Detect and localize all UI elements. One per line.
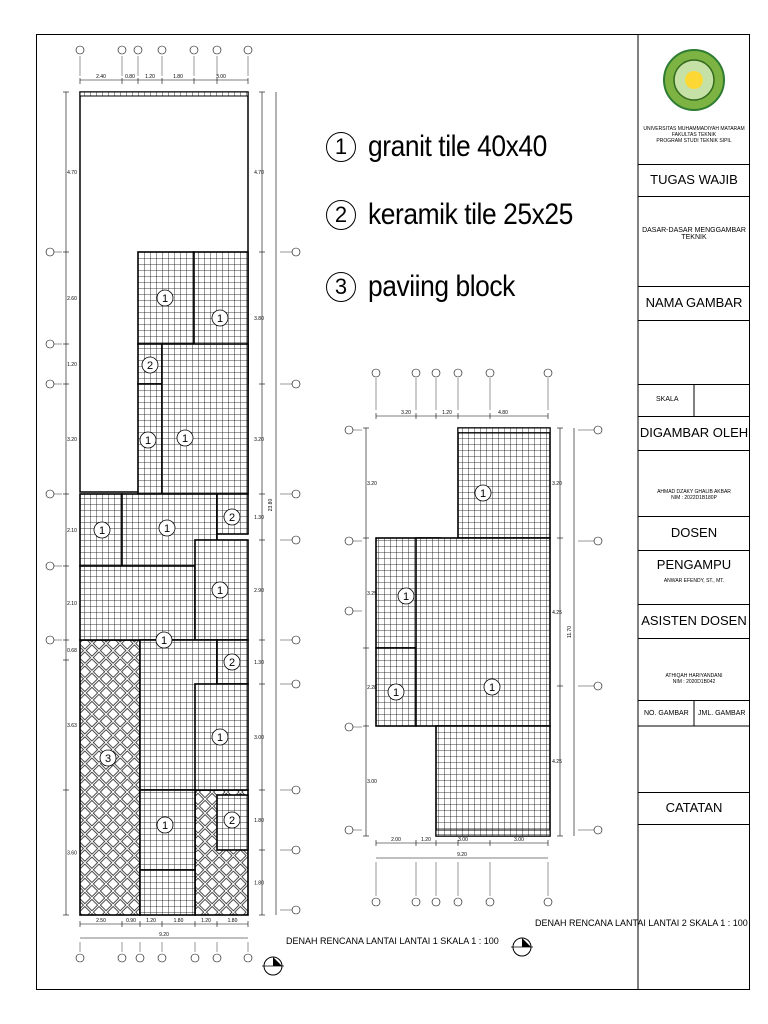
- material-tag-number: 1: [163, 523, 171, 535]
- dimension-label: 0.80: [125, 74, 135, 80]
- material-tag-number: 1: [216, 732, 224, 744]
- dimension-label: 3.80: [254, 316, 264, 322]
- dimension-label: 1.20: [421, 837, 431, 843]
- dimension-label: 1.30: [254, 515, 264, 521]
- grid-bubble: [292, 786, 300, 794]
- dimension-label: 3.00: [458, 837, 468, 843]
- grid-bubble: [292, 380, 300, 388]
- grid-bubble: [345, 723, 353, 731]
- grid-bubble: [292, 636, 300, 644]
- assistant-label: ASISTEN DOSEN: [638, 604, 750, 638]
- grid-bubble: [213, 46, 221, 54]
- notes-field: [638, 824, 750, 825]
- dimension-label: 2.50: [96, 918, 106, 924]
- grid-bubble: [432, 898, 440, 906]
- dimension-label: 3.60: [67, 850, 77, 857]
- dimension-label: 3.00: [216, 74, 226, 80]
- dimension-label: 3.63: [67, 723, 77, 729]
- dimension-label: 11.70: [567, 625, 573, 639]
- grid-bubble: [292, 536, 300, 544]
- material-tag-number: 1: [144, 435, 152, 447]
- material-tag-number: 3: [104, 753, 112, 765]
- grid-bubble: [292, 906, 300, 914]
- dimension-label: 9.20: [457, 852, 467, 858]
- grid-bubble: [118, 954, 126, 962]
- grid-bubble: [345, 537, 353, 545]
- grid-bubble: [158, 954, 166, 962]
- grid-bubble: [244, 954, 252, 962]
- grid-bubble: [213, 954, 221, 962]
- drawing-count-label: JML. GAMBAR: [698, 710, 746, 717]
- grid-bubble: [486, 898, 494, 906]
- grid-bubble: [544, 369, 552, 377]
- grid-bubble: [594, 682, 602, 690]
- lecturer-label: DOSEN PENGAMPU: [638, 516, 750, 550]
- grid-bubble: [158, 46, 166, 54]
- university-name: UNIVERSITAS MUHAMMADIYAH MATARAM: [643, 126, 745, 132]
- dimension-label: 2.60: [67, 296, 77, 302]
- grid-bubble: [76, 46, 84, 54]
- dimension-label: 1.20: [201, 918, 211, 924]
- grid-bubble: [136, 954, 144, 962]
- legend-item-2: [326, 198, 601, 232]
- grid-bubble: [412, 898, 420, 906]
- plan2-caption-line1: DENAH RENCANA LANTAI: [535, 918, 646, 928]
- drawing-name-field: [638, 320, 750, 384]
- dimension-label: 2.10: [67, 601, 77, 607]
- dimension-label: 3.20: [367, 481, 377, 487]
- material-tag-number: 1: [488, 682, 496, 694]
- dimension-label: 1.80: [254, 818, 264, 824]
- lecturer-name: ANWAR EFENDY, ST., MT.: [638, 550, 750, 604]
- material-tag-number: 1: [479, 488, 487, 500]
- program-name: PROGRAM STUDI TEKNIK SIPIL: [656, 138, 732, 144]
- dimension-label: 2.10: [67, 528, 77, 534]
- room: [80, 640, 140, 915]
- dimension-label: 1.30: [254, 660, 264, 666]
- grid-bubble: [594, 826, 602, 834]
- plan2-caption: [535, 918, 748, 929]
- material-tag-number: 1: [216, 313, 224, 325]
- grid-bubble: [46, 380, 54, 388]
- dimension-label: 3.20: [254, 437, 264, 443]
- assignment-type: TUGAS WAJIB: [638, 164, 750, 196]
- grid-bubble: [345, 826, 353, 834]
- plan1-top-wall: [80, 92, 248, 96]
- room: [162, 344, 248, 494]
- faculty-name: FAKULTAS TEKNIK: [671, 132, 717, 138]
- grid-bubble: [594, 426, 602, 434]
- dimension-label: 3.20: [552, 481, 562, 487]
- legend-item-1: [326, 130, 571, 164]
- grid-bubble: [544, 898, 552, 906]
- dimension-label: 3.00: [367, 779, 377, 785]
- legend-number: 2: [326, 200, 356, 230]
- legend-label: paviing block: [368, 270, 515, 303]
- grid-bubble: [454, 369, 462, 377]
- plan2-bottom-wall: [436, 830, 550, 836]
- dimension-label: 3.20: [67, 437, 77, 443]
- drawing-number-row: [638, 700, 750, 792]
- material-tag-number: 2: [146, 360, 154, 372]
- plan-lantai-1: [46, 46, 300, 975]
- plan1-caption-line2: LANTAI 1: [399, 936, 438, 946]
- dimension-label: 2.40: [96, 74, 106, 80]
- university-logo: [664, 50, 724, 110]
- notes-label: CATATAN: [638, 792, 750, 824]
- material-tag-number: 1: [402, 591, 410, 603]
- assistant-info: [638, 638, 750, 700]
- dimension-label: 4.80: [498, 410, 508, 416]
- plan2-scale: SKALA 1 : 100: [689, 918, 748, 928]
- course-name: DASAR-DASAR MENGGAMBAR TEKNIK: [638, 196, 750, 286]
- dimension-label: 2.00: [391, 837, 401, 843]
- dimension-label: 3.00: [254, 735, 264, 741]
- drawing-number-label: NO. GAMBAR: [644, 710, 689, 717]
- grid-bubble: [345, 607, 353, 615]
- dimension-label: 0.90: [126, 918, 136, 924]
- dimension-label: 1.20: [146, 918, 156, 924]
- plan2-caption-line2: LANTAI 2: [648, 918, 687, 928]
- material-tag-number: 1: [216, 585, 224, 597]
- dimension-label: 1.20: [145, 74, 155, 80]
- dimension-label: 1.80: [254, 880, 264, 887]
- grid-bubble: [594, 537, 602, 545]
- dimension-label: 3.25: [367, 591, 377, 597]
- grid-bubble: [191, 954, 199, 962]
- assistant-nim: NIM : 2020D1B042: [672, 679, 716, 685]
- grid-bubble: [454, 898, 462, 906]
- dimension-label: 4.70: [67, 170, 77, 176]
- dimension-label: 1.80: [227, 918, 238, 924]
- grid-bubble: [244, 46, 252, 54]
- title-block-header: [638, 126, 750, 164]
- dimension-label: 4.70: [254, 170, 264, 176]
- material-tag-number: 1: [392, 687, 400, 699]
- dimension-label: 2.28: [367, 685, 377, 691]
- material-tag-number: 2: [228, 512, 236, 524]
- material-tag-number: 1: [181, 433, 189, 445]
- dimension-label: 1.20: [442, 410, 452, 416]
- dimension-label: 1.20: [67, 362, 77, 368]
- plan1-scale: SKALA 1 : 100: [440, 936, 499, 946]
- dimension-label: 3.00: [514, 837, 524, 843]
- legend-number: 1: [326, 132, 356, 162]
- material-tag-number: 2: [228, 815, 236, 827]
- grid-bubble: [46, 562, 54, 570]
- plan1-caption-line1: DENAH RENCANA LANTAI: [286, 936, 397, 946]
- grid-bubble: [46, 248, 54, 256]
- legend-number: 3: [326, 272, 356, 302]
- material-tag-number: 2: [228, 657, 236, 669]
- room: [416, 538, 550, 726]
- room: [458, 428, 550, 538]
- room: [80, 566, 195, 640]
- grid-bubble: [118, 46, 126, 54]
- dimension-label: 23.80: [268, 498, 274, 512]
- grid-bubble: [432, 369, 440, 377]
- dimension-label: 0.68: [67, 648, 77, 654]
- drawing-name-label: NAMA GAMBAR: [638, 286, 750, 320]
- grid-bubble: [46, 636, 54, 644]
- material-tag-number: 1: [160, 635, 168, 647]
- legend-label: keramik tile 25x25: [368, 198, 573, 231]
- grid-bubble: [372, 898, 380, 906]
- drawn-by-label: DIGAMBAR OLEH: [638, 416, 750, 450]
- dimension-label: 3.20: [401, 410, 411, 416]
- drawn-by-nim: NIM : 2022D1B180P: [671, 495, 717, 501]
- room: [140, 870, 195, 915]
- material-tag-number: 1: [98, 525, 106, 537]
- dimension-label: 1.80: [173, 918, 184, 924]
- dimension-label: 4.25: [552, 759, 562, 765]
- material-tag-number: 1: [161, 293, 169, 305]
- plan-lantai-2: [345, 369, 602, 956]
- legend-label: granit tile 40x40: [368, 130, 547, 163]
- dimension-label: 2.90: [254, 588, 264, 594]
- grid-bubble: [412, 369, 420, 377]
- material-tag-number: 1: [161, 820, 169, 832]
- grid-bubble: [372, 369, 380, 377]
- dimension-label: 1.80: [173, 74, 183, 80]
- plan1-caption: [286, 936, 499, 947]
- grid-bubble: [76, 954, 84, 962]
- assistant-name: ATHIQAH HARIYANDANI: [665, 673, 723, 679]
- dimension-label: 4.25: [552, 610, 562, 616]
- grid-bubble: [292, 846, 300, 854]
- grid-bubble: [486, 369, 494, 377]
- grid-bubble: [134, 46, 142, 54]
- room: [436, 726, 550, 836]
- grid-bubble: [345, 426, 353, 434]
- grid-bubble: [292, 490, 300, 498]
- plan2-top-wall: [458, 428, 550, 433]
- dimension-label: 9.20: [159, 932, 169, 938]
- drawn-by-info: [638, 450, 750, 516]
- scale-label: SKALA: [638, 384, 750, 416]
- grid-bubble: [190, 46, 198, 54]
- grid-bubble: [292, 680, 300, 688]
- drawn-by-name: AHMAD DZAKY GHALIB AKBAR: [657, 489, 731, 495]
- grid-bubble: [46, 490, 54, 498]
- legend-item-3: [326, 270, 535, 304]
- grid-bubble: [46, 340, 54, 348]
- grid-bubble: [292, 248, 300, 256]
